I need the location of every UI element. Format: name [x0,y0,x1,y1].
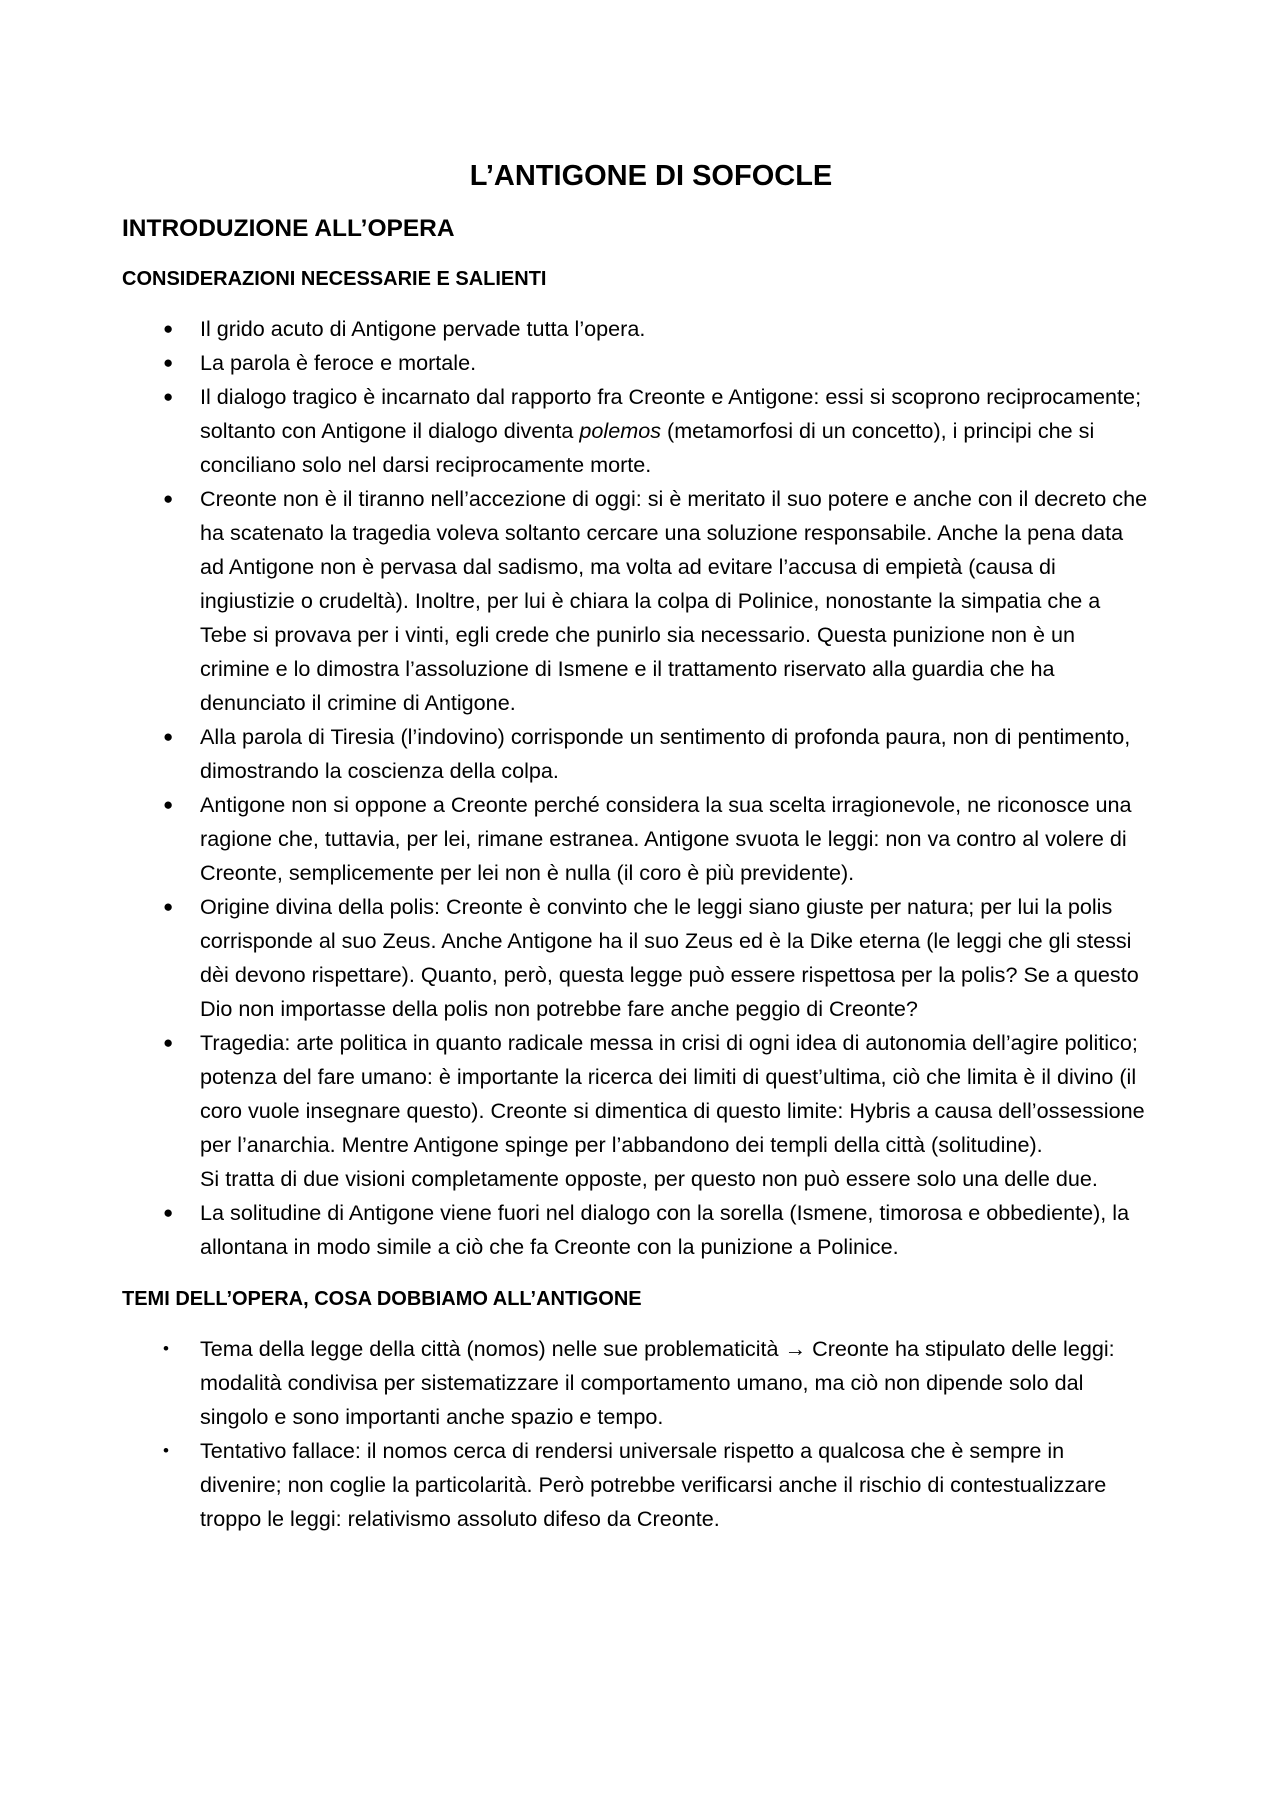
list-item-text: Il grido acuto di Antigone pervade tutta l’opera. [200,316,646,341]
list-item-text: La solitudine di Antigone viene fuori nel dialogo con la sorella (Ismene, timorosa e obbediente), la allontana in modo simile a ciò che fa Creonte con la punizione a Polinice. [200,1200,1130,1259]
list-item-text: Origine divina della polis: Creonte è convinto che le leggi siano giuste per natura; per lui la polis corrisponde al suo Zeus. Anche Antigone ha il suo Zeus ed è la Dike eterna (le leggi che gli stessi dèi devono rispettare). Quanto, però, questa legge può essere rispettosa per la polis? Se a questo Dio non importasse della polis non potrebbe fare anche peggio di Creonte? [200,894,1139,1021]
document-title: L’ANTIGONE DI SOFOCLE [469,160,833,192]
list-item-text: Alla parola di Tiresia (l’indovino) corrisponde un sentimento di profonda paura, non di pentimento, dimostrando la coscienza della colpa. [200,724,1131,783]
list-item [122,788,1150,890]
bullet-icon: ● [163,489,174,508]
list-item [122,346,1150,380]
text-run: (metamorfosi di un concetto), i principi che si conciliano solo nel darsi reciprocamente morte. [200,418,1095,477]
list-item [122,380,1150,482]
bullet-icon: • [163,1339,169,1358]
list-item-text: La parola è feroce e mortale. [200,350,477,375]
subsection-heading-considerazioni: CONSIDERAZIONI NECESSARIE E SALIENTI [122,268,547,290]
bullet-icon: ● [163,1203,174,1222]
bullet-list-temi [122,1332,1150,1536]
list-item [122,312,1150,346]
bullet-icon: ● [163,897,174,916]
bullet-icon: ● [163,387,174,406]
bullet-icon: ● [163,319,174,338]
list-item-text: Tragedia: arte politica in quanto radicale messa in crisi di ogni idea di autonomia dell’agire politico; potenza del fare umano: è importante la ricerca dei limiti di quest’ultima, ciò che limita è il divino (il coro vuole insegnare questo). Creonte si dimentica di questo limite: Hybris a causa dell’ossessione per l’anarchia. Mentre Antigone spinge per l’abbandono dei templi della città (solitudine). [200,1030,1145,1157]
bullet-icon: ● [163,1033,174,1052]
list-item-text [200,380,1150,482]
list-item [122,720,1150,788]
list-item [122,482,1150,720]
text-run: Il dialogo tragico è incarnato dal rapporto fra Creonte e Antigone: essi si scoprono reciprocamente; soltanto con Antigone il dialogo diventa [200,384,1142,443]
list-item [122,1196,1150,1264]
list-item-text: Creonte non è il tiranno nell’accezione di oggi: si è meritato il suo potere e anche con il decreto che ha scatenato la tragedia voleva soltanto cercare una soluzione responsabile. Anche la pena data ad Antigone non è pervasa dal sadismo, ma volta ad evitare l’accusa di empietà (causa di ingiustizie o crudeltà). Inoltre, per lui è chiara la colpa di Polinice, nonostante la simpatia che a Tebe si provava per i vinti, egli crede che punirlo sia necessario. Questa punizione non è un crimine e lo dimostra l’assoluzione di Ismene e il trattamento riservato alla guardia che ha denunciato il crimine di Antigone. [200,486,1148,715]
bullet-icon: ● [163,353,174,372]
list-item-text: Tentativo fallace: il nomos cerca di rendersi universale rispetto a qualcosa che è sempre in divenire; non coglie la particolarità. Però potrebbe verificarsi anche il rischio di contestualizzare troppo le leggi: relativismo assoluto difeso da Creonte. [200,1438,1107,1531]
bullet-icon: • [163,1441,169,1460]
bullet-icon: ● [163,795,174,814]
subsection-heading-temi: TEMI DELL’OPERA, COSA DOBBIAMO ALL’ANTIGONE [122,1288,642,1310]
list-item [122,1026,1150,1196]
section-heading-introduzione: INTRODUZIONE ALL’OPERA [122,215,455,242]
list-item-continuation: Si tratta di due visioni completamente opposte, per questo non può essere solo una delle due. [200,1166,1098,1191]
list-item [122,890,1150,1026]
bullet-icon: ● [163,727,174,746]
bullet-list-considerazioni [122,312,1150,1264]
list-item-text: Tema della legge della città (nomos) nelle sue problematicità → Creonte ha stipulato delle leggi: modalità condivisa per sistematizzare il comportamento umano, ma ciò non dipende solo dal singolo e sono importanti anche spazio e tempo. [200,1336,1115,1429]
list-item [122,1434,1150,1536]
italic-term-polemos: polemos [579,418,661,443]
list-item-text: Antigone non si oppone a Creonte perché considera la sua scelta irragionevole, ne riconosce una ragione che, tuttavia, per lei, rimane estranea. Antigone svuota le leggi: non va contro al volere di Creonte, semplicemente per lei non è nulla (il coro è più previdente). [200,792,1132,885]
list-item [122,1332,1150,1434]
